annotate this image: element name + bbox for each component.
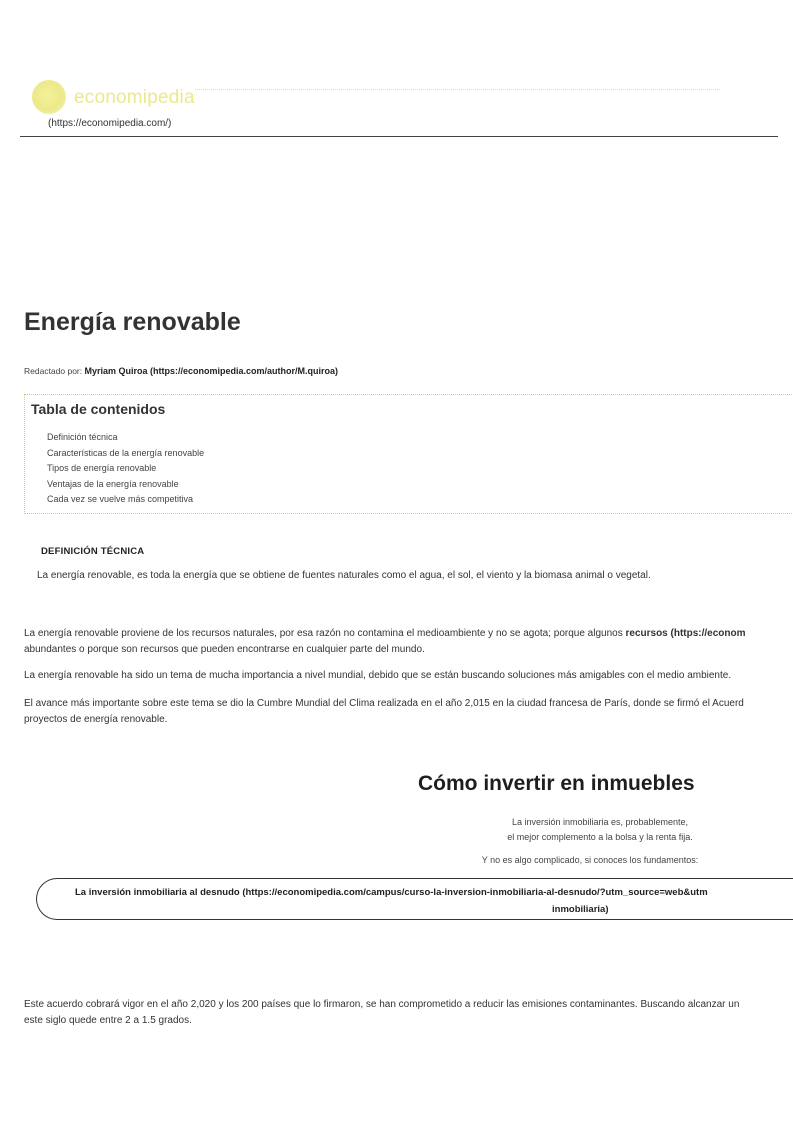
toc-item-competitiva[interactable]: Cada vez se vuelve más competitiva: [47, 494, 194, 504]
section-heading: DEFINICIÓN TÉCNICA: [41, 546, 145, 557]
paragraph: [24, 696, 793, 727]
page-title: Energía renovable: [24, 308, 241, 336]
table-of-contents: [24, 394, 793, 514]
paragraph: La energía renovable ha sido un tema de mucha importancia a nivel mundial, debido que se están buscando soluciones más amigables con el medio ambiente.: [24, 670, 732, 681]
course-cta-button[interactable]: [36, 878, 793, 920]
paragraph-text: La energía renovable proviene de los recursos naturales, por esa razón no contamina el medioambiente y no se agota; porque algunos: [24, 628, 626, 639]
ad-text: Y no es algo complicado, si conoces los fundamentos:: [481, 855, 699, 865]
author-link[interactable]: Myriam Quiroa (https://economipedia.com/author/M.quiroa): [84, 366, 339, 376]
toc-item-ventajas[interactable]: Ventajas de la energía renovable: [47, 478, 179, 489]
cta-label: La inversión inmobiliaria al desnudo (https://economipedia.com/campus/curso-la-inversion-inmobiliaria-al-desnudo/?utm_source=web&utm: [75, 887, 708, 898]
header-divider: [20, 136, 778, 137]
byline: [24, 366, 338, 376]
paragraph-text: proyectos de energía renovable.: [24, 713, 168, 725]
recursos-link[interactable]: recursos (https://econom: [625, 628, 746, 639]
logo-text[interactable]: economipedia: [74, 87, 195, 108]
definition-text: La energía renovable, es toda la energía que se obtiene de fuentes naturales como el agua, el sol, el viento y la biomasa animal o vegetal.: [37, 570, 651, 581]
paragraph: [24, 997, 793, 1028]
toc-item-definicion[interactable]: Definición técnica: [47, 432, 118, 442]
paragraph-text: abundantes o porque son recursos que pueden encontrarse en cualquier parte del mundo.: [24, 643, 425, 655]
toc-item-tipos[interactable]: Tipos de energía renovable: [47, 463, 157, 473]
toc-list: [47, 430, 204, 508]
toc-title: Tabla de contenidos: [31, 401, 166, 417]
header-dotted-rule: [195, 89, 720, 90]
economipedia-logo-icon[interactable]: [32, 80, 66, 114]
paragraph: [24, 626, 793, 657]
ad-text: el mejor complemento a la bolsa y la renta fija.: [507, 832, 693, 842]
byline-prefix: Redactado por:: [24, 366, 83, 376]
paragraph-text: Este acuerdo cobrará vigor en el año 2,020 y los 200 países que lo firmaron, se han comprometido a reducir las emisiones contaminantes. Buscando alcanzar un: [24, 999, 740, 1010]
paragraph-text: este siglo quede entre 2 a 1.5 grados.: [24, 1014, 192, 1026]
paragraph-text: El avance más importante sobre este tema se dio la Cumbre Mundial del Clima realizada en el año 2,015 en la ciudad francesa de París, donde se firmó el Acuerd: [24, 698, 744, 709]
cta-label: inmobiliaria): [552, 904, 609, 915]
logo-link-url[interactable]: (https://economipedia.com/): [48, 118, 172, 129]
ad-text: La inversión inmobiliaria es, probablemente,: [511, 817, 689, 827]
ad-title: Cómo invertir en inmuebles: [418, 772, 695, 795]
toc-item-caracteristicas[interactable]: Características de la energía renovable: [47, 447, 205, 458]
